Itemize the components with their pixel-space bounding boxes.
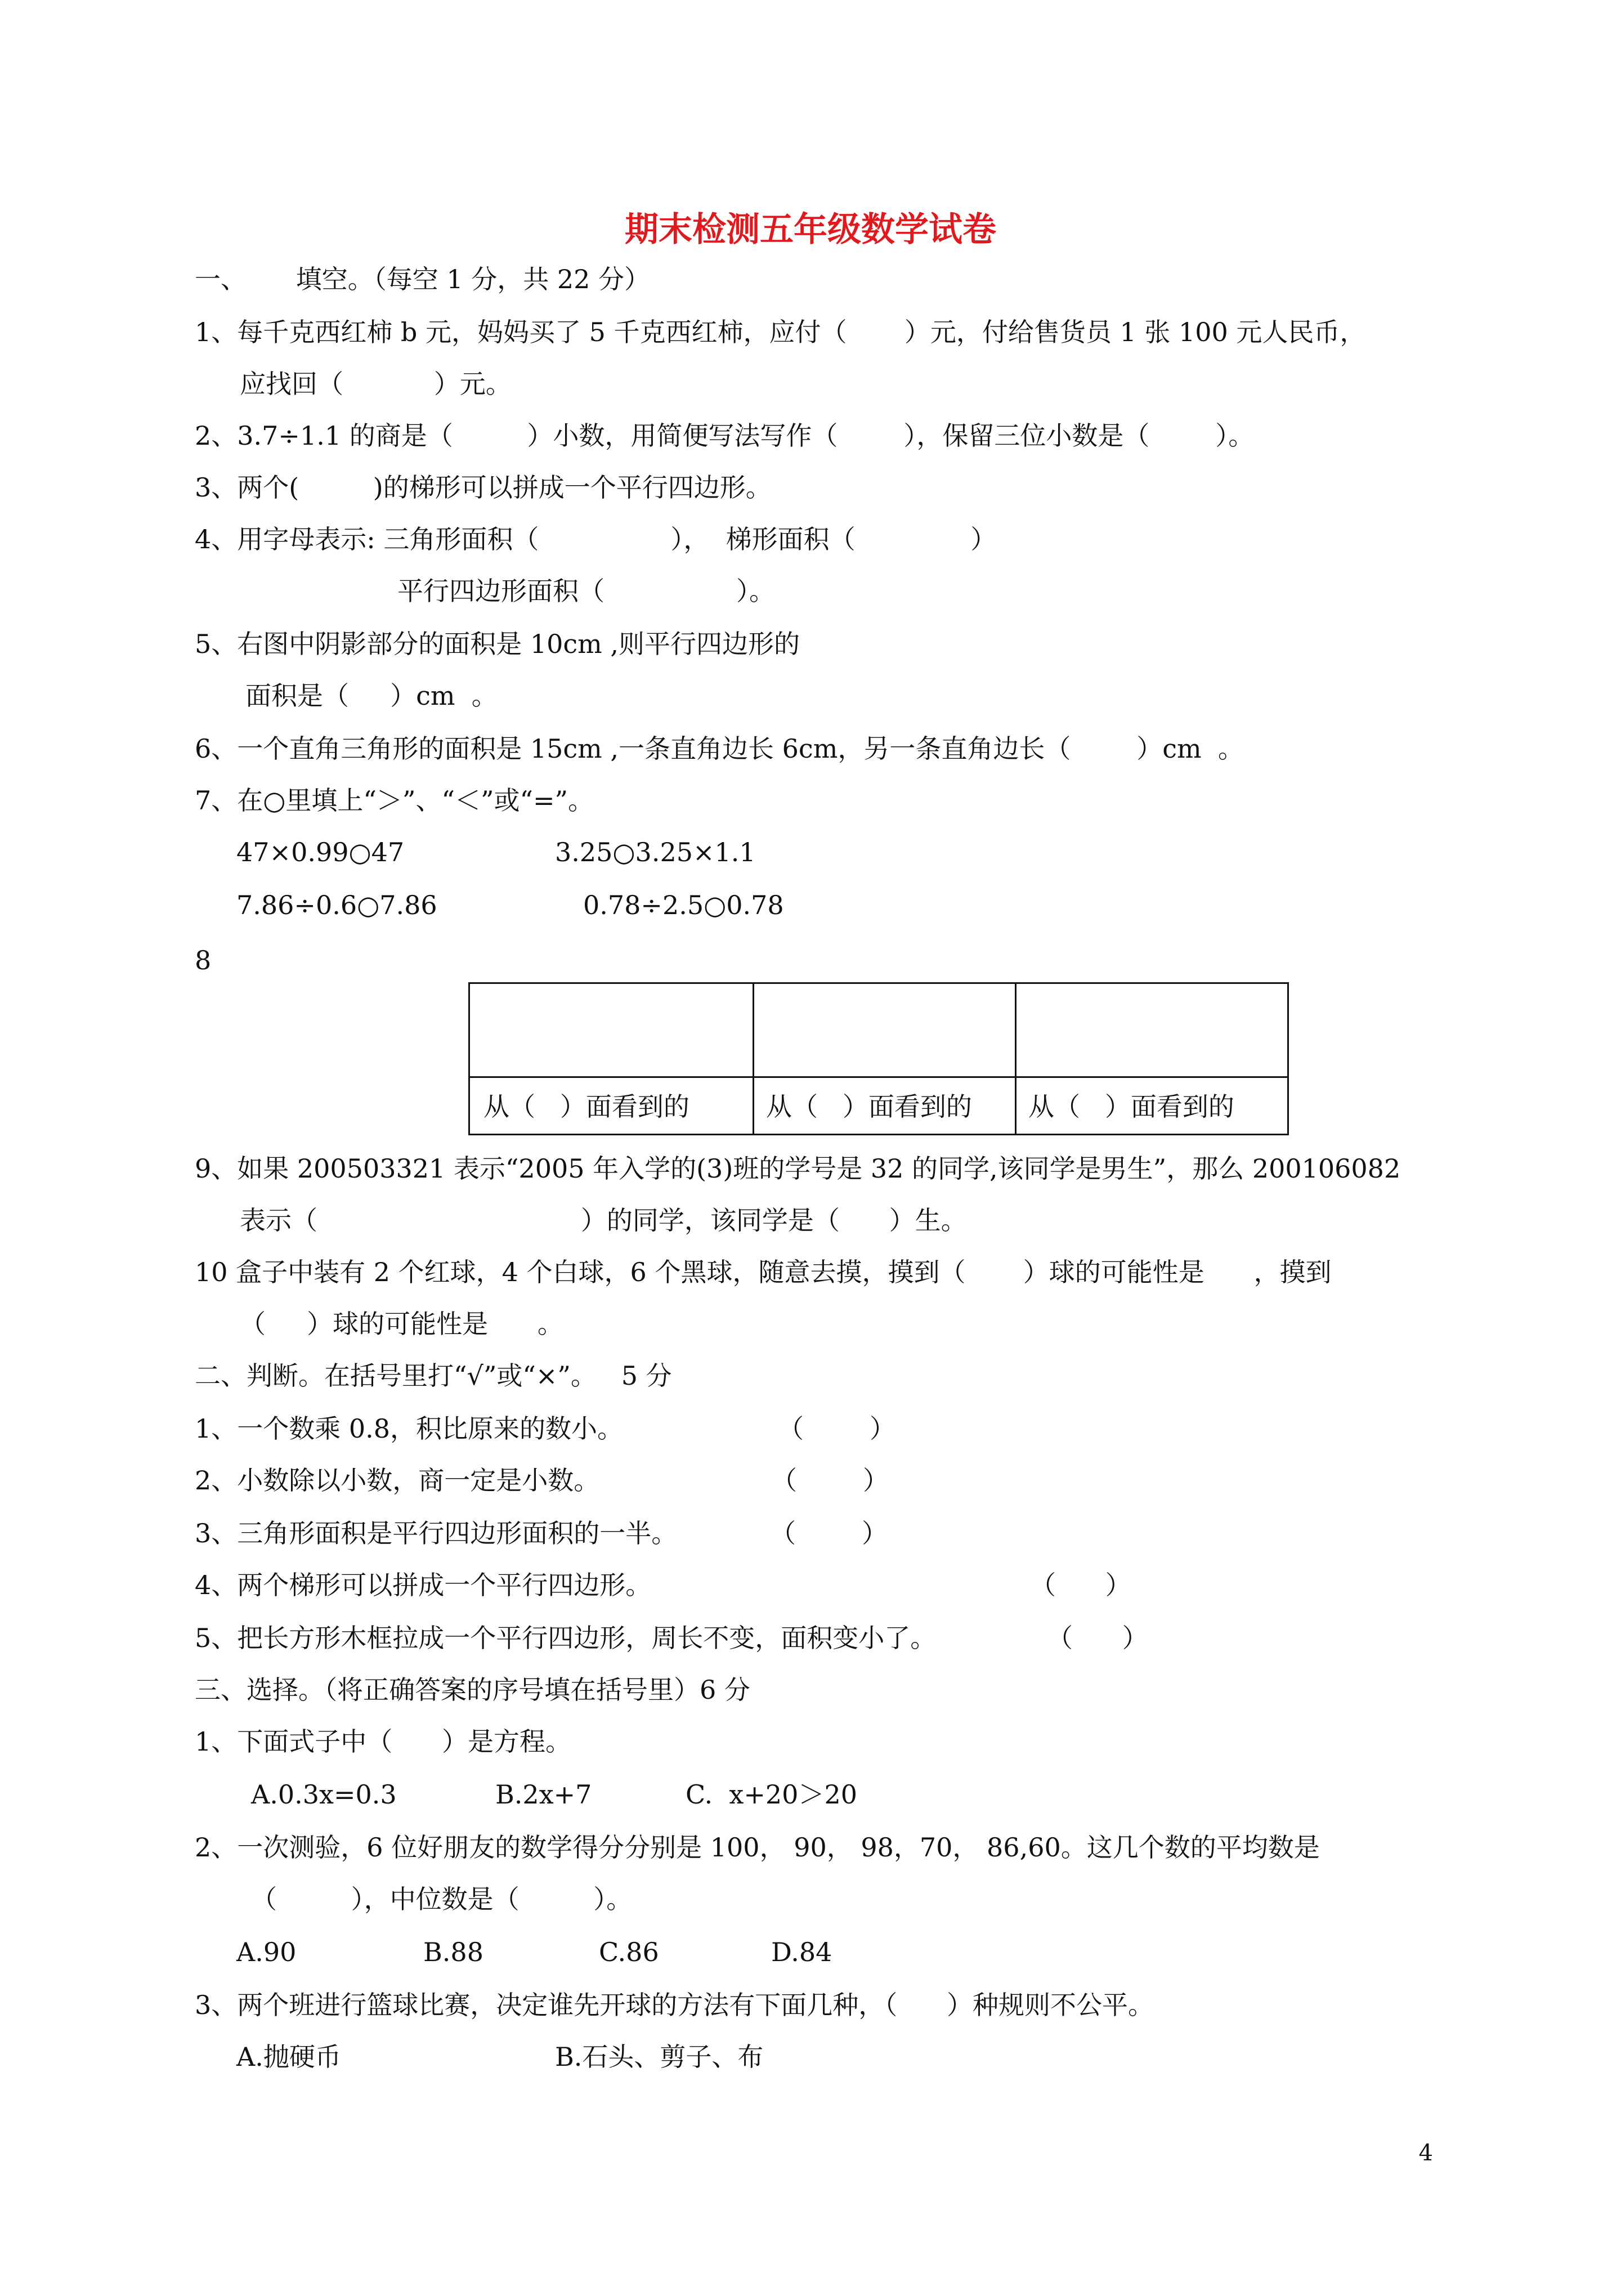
table-cell: 从（ ）面看到的 [766, 1091, 972, 1122]
question-2: 2、3.7÷1.1 的商是（ ）小数，用简便写法写作（ ），保留三位小数是（ ）。 [195, 420, 1255, 451]
question-7: 7、在○里填上“＞”、“＜”或“=”。 [195, 785, 594, 816]
question-1-line-1: 1、每千克西红柿 b 元，妈妈买了 5 千克西红柿，应付（ ）元，付给售货员 1 张 100 元人民币， [195, 317, 1366, 347]
choice-option: C.86 [599, 1937, 659, 1967]
choice-option: B.2x+7 [495, 1779, 592, 1810]
section2-heading: 二、判断。在括号里打“√”或“×”。 5 分 [195, 1360, 672, 1391]
question-9-line-2: 表示（ ）的同学，该同学是（ ）生。 [240, 1205, 967, 1236]
page-number: 4 [1418, 2140, 1433, 2166]
question-1-line-2: 应找回（ ）元。 [240, 369, 512, 399]
choice-option: A.90 [236, 1937, 297, 1967]
judge-item-1: 1、一个数乘 0.8，积比原来的数小。 [195, 1413, 624, 1444]
choice-question-2-line-2: （ ），中位数是（ ）。 [251, 1884, 633, 1914]
judge-item-2-paren: （ ） [771, 1465, 889, 1496]
question-6: 6、一个直角三角形的面积是 15cm ,一条直角边长 6cm，另一条直角边长（ ）cm 。 [195, 733, 1244, 764]
judge-item-5-paren: （ ） [1047, 1623, 1148, 1653]
section3-heading: 三、选择。（将正确答案的序号填在括号里）6 分 [195, 1675, 750, 1705]
question-4-line-1: 4、用字母表示: 三角形面积（ ）， 梯形面积（ ） [195, 524, 997, 554]
question-10-line-1: 10 盒子中装有 2 个红球，4 个白球，6 个黑球，随意去摸，摸到（ ）球的可能性是 ，摸到 [195, 1257, 1332, 1287]
choice-option: D.84 [771, 1937, 832, 1967]
choice-question-1: 1、下面式子中（ ）是方程。 [195, 1726, 571, 1757]
judge-item-1-paren: （ ） [778, 1413, 895, 1444]
table-cell: 从（ ）面看到的 [1028, 1091, 1234, 1122]
choice-option: B.石头、剪子、布 [555, 2042, 764, 2072]
choice-option: A.抛硬币 [236, 2042, 341, 2072]
question-7-item-1: 47×0.99○47 [236, 837, 405, 867]
question-10-line-2: （ ）球的可能性是 。 [240, 1309, 563, 1339]
question-7-item-3: 7.86÷0.6○7.86 [236, 890, 437, 920]
view-table [468, 982, 1289, 1135]
question-3: 3、两个( )的梯形可以拼成一个平行四边形。 [195, 472, 772, 503]
table-divider-horizontal [470, 1076, 1287, 1078]
choice-option: B.88 [423, 1937, 483, 1967]
judge-item-4: 4、两个梯形可以拼成一个平行四边形。 [195, 1570, 652, 1600]
question-4-line-2: 平行四边形面积（ ）。 [397, 576, 775, 606]
table-cell: 从（ ）面看到的 [483, 1091, 689, 1122]
page-title: 期末检测五年级数学试卷 [625, 210, 996, 249]
question-7-item-4: 0.78÷2.5○0.78 [583, 890, 784, 920]
choice-question-2-line-1: 2、一次测验，6 位好朋友的数学得分分别是 100， 90， 98，70， 86,60。这几个数的平均数是 [195, 1832, 1320, 1863]
question-7-item-2: 3.25○3.25×1.1 [555, 837, 756, 867]
question-5-line-1: 5、右图中阴影部分的面积是 10cm ,则平行四边形的 [195, 629, 800, 659]
judge-item-4-paren: （ ） [1030, 1570, 1131, 1600]
question-5-line-2: 面积是（ ）cm 。 [245, 681, 498, 711]
judge-item-3: 3、三角形面积是平行四边形面积的一半。 [195, 1518, 678, 1548]
judge-item-5: 5、把长方形木框拉成一个平行四边形，周长不变，面积变小了。 [195, 1623, 937, 1653]
judge-item-3-paren: （ ） [770, 1518, 888, 1548]
choice-option: C. x+20＞20 [686, 1779, 857, 1810]
question-8-number: 8 [195, 945, 212, 975]
judge-item-2: 2、小数除以小数，商一定是小数。 [195, 1465, 600, 1496]
section1-heading: 一、 填空。（每空 1 分，共 22 分） [195, 264, 651, 294]
choice-question-3: 3、两个班进行篮球比赛，决定谁先开球的方法有下面几种，（ ）种规则不公平。 [195, 1990, 1154, 2020]
question-9-line-1: 9、如果 200503321 表示“2005 年入学的(3)班的学号是 32 的同学,该同学是男生”，那么 200106082 [195, 1153, 1401, 1184]
choice-option: A.0.3x=0.3 [251, 1779, 397, 1810]
